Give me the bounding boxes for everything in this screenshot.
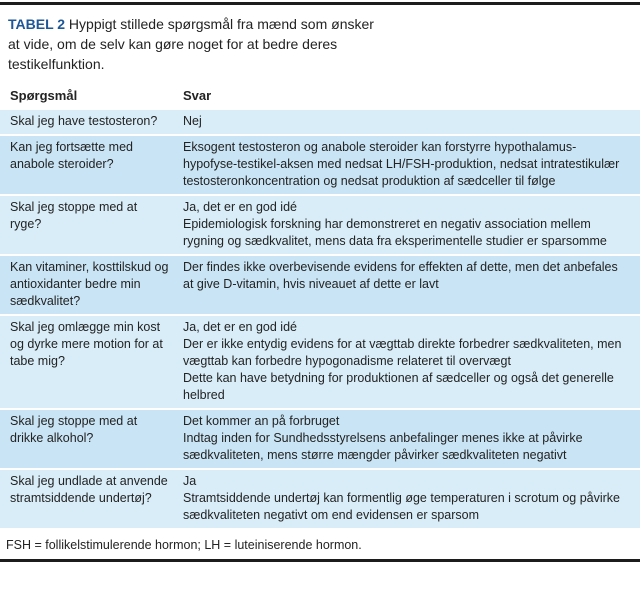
table-row xyxy=(0,410,640,468)
question-cell: Skal jeg undlade at anvende stramtsiddende undertøj? xyxy=(10,474,168,505)
question-cell: Skal jeg omlægge min kost og dyrke mere motion for at tabe mig? xyxy=(10,320,163,368)
answer-line: Der findes ikke overbevisende evidens for effekten af dette, men det anbefales at give D-vitamin, hvis niveauet af dette er lavt xyxy=(183,260,618,291)
answer-line: Indtag inden for Sundhedsstyrelsens anbefalinger menes ikke at påvirke sædkvaliteten, mens større mængder påvirker sædkvaliteten negativt xyxy=(183,431,583,462)
column-header-question: Spørgsmål xyxy=(10,88,78,103)
caption-label: TABEL 2 xyxy=(8,16,66,32)
journal-table-figure xyxy=(0,2,640,591)
answer-line: Ja, det er en god idé xyxy=(183,320,297,334)
questions-table-body xyxy=(0,110,640,528)
table-row xyxy=(0,110,640,134)
footnote: FSH = follikelstimulerende hormon; LH = luteiniserende hormon. xyxy=(6,538,362,552)
answer-cell xyxy=(183,319,640,404)
question-cell: Kan vitaminer, kosttilskud og antioxidanter bedre min sædkvalitet? xyxy=(10,260,169,308)
answer-line: Det kommer an på forbruget xyxy=(183,414,340,428)
table-row xyxy=(0,470,640,528)
question-cell: Kan jeg fortsætte med anabole steroider? xyxy=(10,140,133,171)
question-cell: Skal jeg have testosteron? xyxy=(10,114,158,128)
answer-line: Nej xyxy=(183,114,202,128)
answer-line: Der er ikke entydig evidens for at vægttab direkte forbedrer sædkvaliteten, men vægttab kan forbedre hypogonadisme relateret til overvægt xyxy=(183,337,622,368)
table-caption xyxy=(0,5,392,81)
caption-text: Hyppigt stillede spørgsmål fra mænd som ønsker at vide, om de selv kan gøre noget for at bedre deres testikelfunktion. xyxy=(8,16,374,72)
answer-line: Ja, det er en god idé xyxy=(183,200,297,214)
answer-cell xyxy=(183,199,640,250)
answer-line: Stramtsiddende undertøj kan formentlig øge temperaturen i scrotum og påvirke sædkvaliteten negativt om end evidensen er sparsom xyxy=(183,491,621,522)
answer-cell xyxy=(183,413,640,464)
bottom-rule xyxy=(0,559,640,562)
answer-cell xyxy=(183,139,640,190)
table-header-row xyxy=(0,81,640,110)
table-row xyxy=(0,316,640,408)
answer-line: Ja xyxy=(183,474,197,488)
answer-line: Eksogent testosteron og anabole steroider kan forstyrre hypothalamus-hypofyse-testikel-aksen med nedsat LH/FSH-produktion, nedsat intratestikulær testosteronkoncentration og nedsat produktion af sædceller til følge xyxy=(183,140,620,188)
table-row xyxy=(0,196,640,254)
table-row xyxy=(0,136,640,194)
table-row xyxy=(0,256,640,314)
answer-cell xyxy=(183,113,640,130)
answer-cell xyxy=(183,259,640,310)
question-cell: Skal jeg stoppe med at ryge? xyxy=(10,200,138,231)
question-cell: Skal jeg stoppe med at drikke alkohol? xyxy=(10,414,138,445)
answer-line: Epidemiologisk forskning har demonstreret en negativ association mellem rygning og sædkvalitet, mens data fra eksperimentelle studier er sparsomme xyxy=(183,217,607,248)
answer-cell xyxy=(183,473,640,524)
answer-line: Dette kan have betydning for produktionen af sædceller og også det generelle helbred xyxy=(183,371,614,402)
column-header-answer: Svar xyxy=(183,88,212,103)
